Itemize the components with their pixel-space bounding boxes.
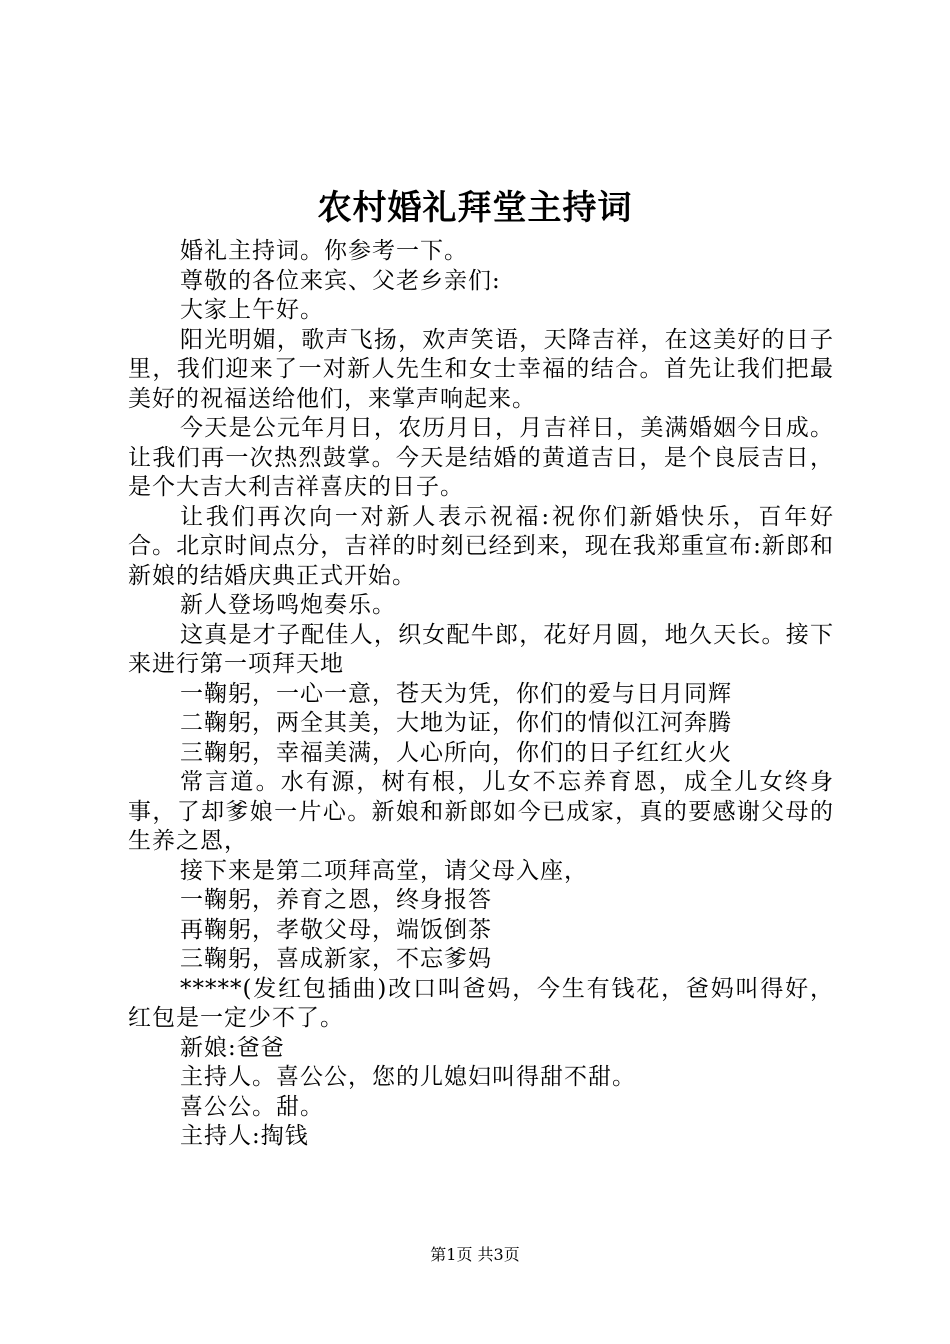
paragraph: 今天是公元年月日，农历月日，月吉祥日，美满婚姻今日成。让我们再一次热烈鼓掌。今天是结婚的黄道吉日，是个良辰吉日，是个大吉大利吉祥喜庆的日子。 bbox=[128, 415, 834, 500]
paragraph: 喜公公。甜。 bbox=[180, 1093, 324, 1120]
paragraph: 新人登场鸣炮奏乐。 bbox=[180, 592, 396, 618]
paragraph: 三鞠躬，幸福美满，人心所向，你们的日子红红火火 bbox=[180, 739, 732, 766]
paragraph: 再鞠躬，孝敬父母，端饭倒茶 bbox=[180, 916, 492, 943]
paragraph: 一鞠躬，一心一意，苍天为凭，你们的爱与日月同辉 bbox=[180, 680, 732, 707]
paragraph: 接下来是第二项拜高堂，请父母入座， bbox=[180, 857, 588, 884]
paragraph: 三鞠躬，喜成新家，不忘爹妈 bbox=[180, 946, 492, 972]
document-title: 农村婚礼拜堂主持词 bbox=[317, 188, 633, 228]
paragraph: *****(发红包插曲)改口叫爸妈，今生有钱花，爸妈叫得好，红包是一定少不了。 bbox=[128, 975, 834, 1031]
paragraph: 婚礼主持词。你参考一下。 bbox=[180, 238, 468, 264]
paragraph: 让我们再次向一对新人表示祝福:祝你们新婚快乐，百年好合。北京时间点分，吉祥的时刻已经到来，现在我郑重宣布:新郎和新娘的结婚庆典正式开始。 bbox=[128, 503, 834, 589]
paragraph: 新娘:爸爸 bbox=[180, 1034, 285, 1061]
paragraph: 尊敬的各位来宾、父老乡亲们: bbox=[180, 267, 501, 294]
paragraph: 常言道。水有源，树有根，儿女不忘养育恩，成全儿女终身事，了却爹娘一片心。新娘和新郎如今已成家，真的要感谢父母的生养之恩， bbox=[128, 769, 834, 854]
document-body bbox=[128, 237, 834, 1152]
paragraph: 主持人。喜公公，您的儿媳妇叫得甜不甜。 bbox=[180, 1064, 636, 1090]
paragraph: 二鞠躬，两全其美，大地为证，你们的情似江河奔腾 bbox=[180, 710, 732, 736]
page-footer: 第1页 共3页 bbox=[430, 1245, 520, 1264]
paragraph: 一鞠躬，养育之恩，终身报答 bbox=[180, 887, 492, 913]
paragraph: 阳光明媚，歌声飞扬，欢声笑语，天降吉祥，在这美好的日子里，我们迎来了一对新人先生和女士幸福的结合。首先让我们把最美好的祝福送给他们，来掌声响起来。 bbox=[128, 326, 834, 412]
paragraph: 这真是才子配佳人，织女配牛郎，花好月圆，地久天长。接下来进行第一项拜天地 bbox=[128, 621, 834, 677]
paragraph: 大家上午好。 bbox=[180, 297, 324, 323]
paragraph: 主持人:掏钱 bbox=[180, 1123, 309, 1149]
